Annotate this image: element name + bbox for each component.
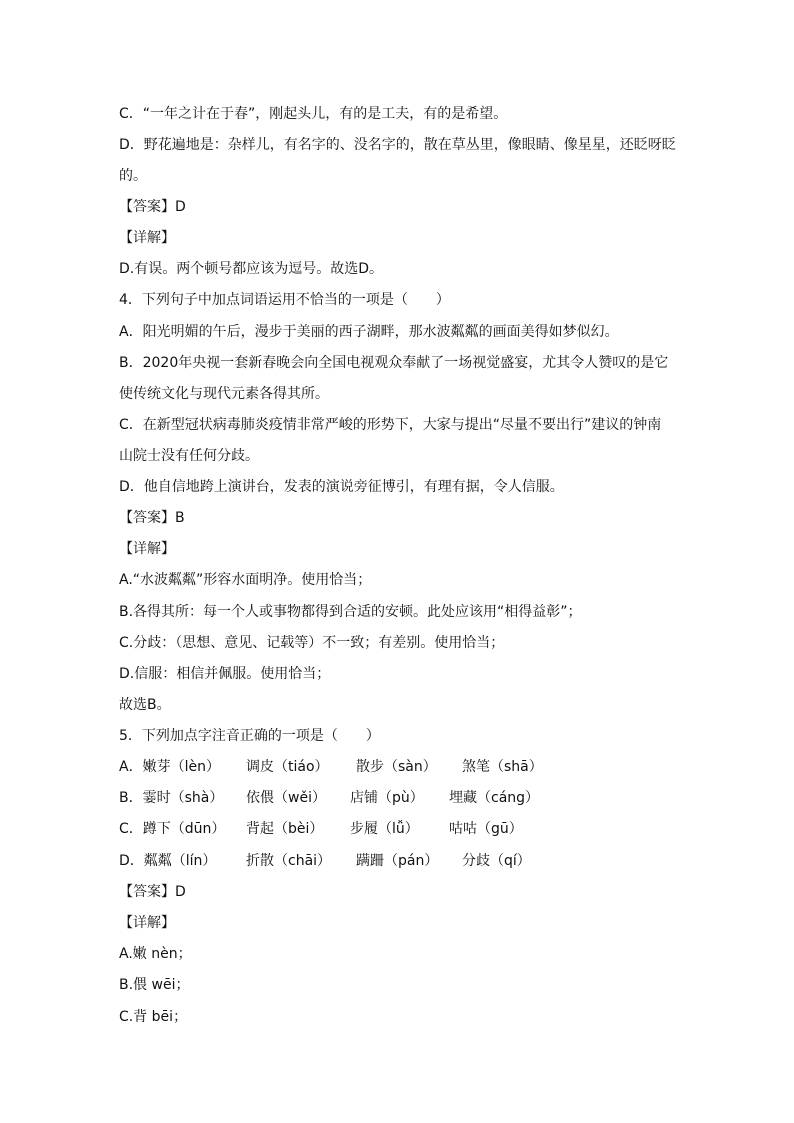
option-item: 店铺（pù） bbox=[350, 790, 424, 806]
option-item: 咕咕（gū） bbox=[449, 821, 523, 837]
option-item: D．粼粼（lín） bbox=[119, 853, 217, 869]
option-item: A．嫩芽（lèn） bbox=[119, 759, 220, 775]
question-4-option-d: D．他自信地跨上演讲台，发表的演说旁征博引，有理有据，令人信服。 bbox=[119, 479, 564, 495]
question-5-explain-heading: 【详解】 bbox=[119, 915, 175, 931]
question-4-option-a: A．阳光明媚的午后，漫步于美丽的西子湖畔，那水波粼粼的画面美得如梦似幻。 bbox=[119, 324, 619, 340]
question-4-explain-b: B.各得其所：每一个人或事物都得到合适的安顿。此处应该用“相得益彰”； bbox=[119, 604, 582, 620]
question-4-explain-heading: 【详解】 bbox=[119, 541, 175, 557]
question-5-stem: 5．下列加点字注音正确的一项是（ ） bbox=[119, 728, 380, 744]
option-item: 背起（bèi） bbox=[246, 821, 324, 837]
question-3-option-c: C．“一年之计在于春”，刚起头儿，有的是工夫，有的是希望。 bbox=[119, 106, 508, 122]
question-4-explain-a: A.“水波粼粼”形容水面明净。使用恰当； bbox=[119, 572, 372, 588]
question-4-option-b: B．2020年央视一套新春晚会向全国电视观众奉献了一场视觉盛宴，尤其令人赞叹的是它 bbox=[119, 355, 669, 371]
option-item: B．霎时（shà） bbox=[119, 790, 224, 806]
question-4-explain-c: C.分歧：（思想、意见、记载等）不一致；有差别。使用恰当； bbox=[119, 635, 505, 651]
question-4-answer: 【答案】B bbox=[119, 510, 185, 526]
question-4-explain-d: D.信服：相信并佩服。使用恰当； bbox=[119, 666, 331, 682]
option-item: C．蹲下（dūn） bbox=[119, 821, 226, 837]
option-item: 蹒跚（pán） bbox=[356, 853, 439, 869]
option-item: 散步（sàn） bbox=[356, 759, 437, 775]
option-item: 埋藏（cáng） bbox=[449, 790, 540, 806]
question-5-explain-c: C.背 bēi； bbox=[119, 1009, 188, 1025]
option-item: 折散（chāi） bbox=[246, 853, 332, 869]
question-4-option-b-cont: 使传统文化与现代元素各得其所。 bbox=[119, 386, 329, 402]
option-item: 步履（lǚ） bbox=[350, 821, 419, 837]
question-5-explain-a: A.嫩 nèn； bbox=[119, 946, 192, 962]
question-3-answer: 【答案】D bbox=[119, 199, 186, 215]
question-5-answer: 【答案】D bbox=[119, 884, 186, 900]
question-4-option-c-cont: 山院士没有任何分歧。 bbox=[119, 448, 259, 464]
option-item: 煞笔（shā） bbox=[462, 759, 543, 775]
question-4-option-c: C．在新型冠状病毒肺炎疫情非常严峻的形势下，大家与提出“尽量不要出行”建议的钟南 bbox=[119, 417, 662, 433]
question-3-option-d: D．野花遍地是：杂样儿，有名字的、没名字的，散在草丛里，像眼睛、像星星，还眨呀眨 bbox=[119, 137, 676, 153]
option-item: 调皮（tiáo） bbox=[246, 759, 329, 775]
question-5-explain-b: B.偎 wēi； bbox=[119, 977, 190, 993]
option-item: 依偎（wěi） bbox=[246, 790, 326, 806]
question-4-conclusion: 故选B。 bbox=[119, 697, 171, 713]
question-4-stem: 4．下列句子中加点词语运用不恰当的一项是（ ） bbox=[119, 292, 450, 308]
question-3-explain-text: D.有误。两个顿号都应该为逗号。故选D。 bbox=[119, 261, 384, 277]
question-3-explain-heading: 【详解】 bbox=[119, 230, 175, 246]
question-3-option-d-cont: 的。 bbox=[119, 168, 147, 184]
option-item: 分歧（qí） bbox=[462, 853, 531, 869]
